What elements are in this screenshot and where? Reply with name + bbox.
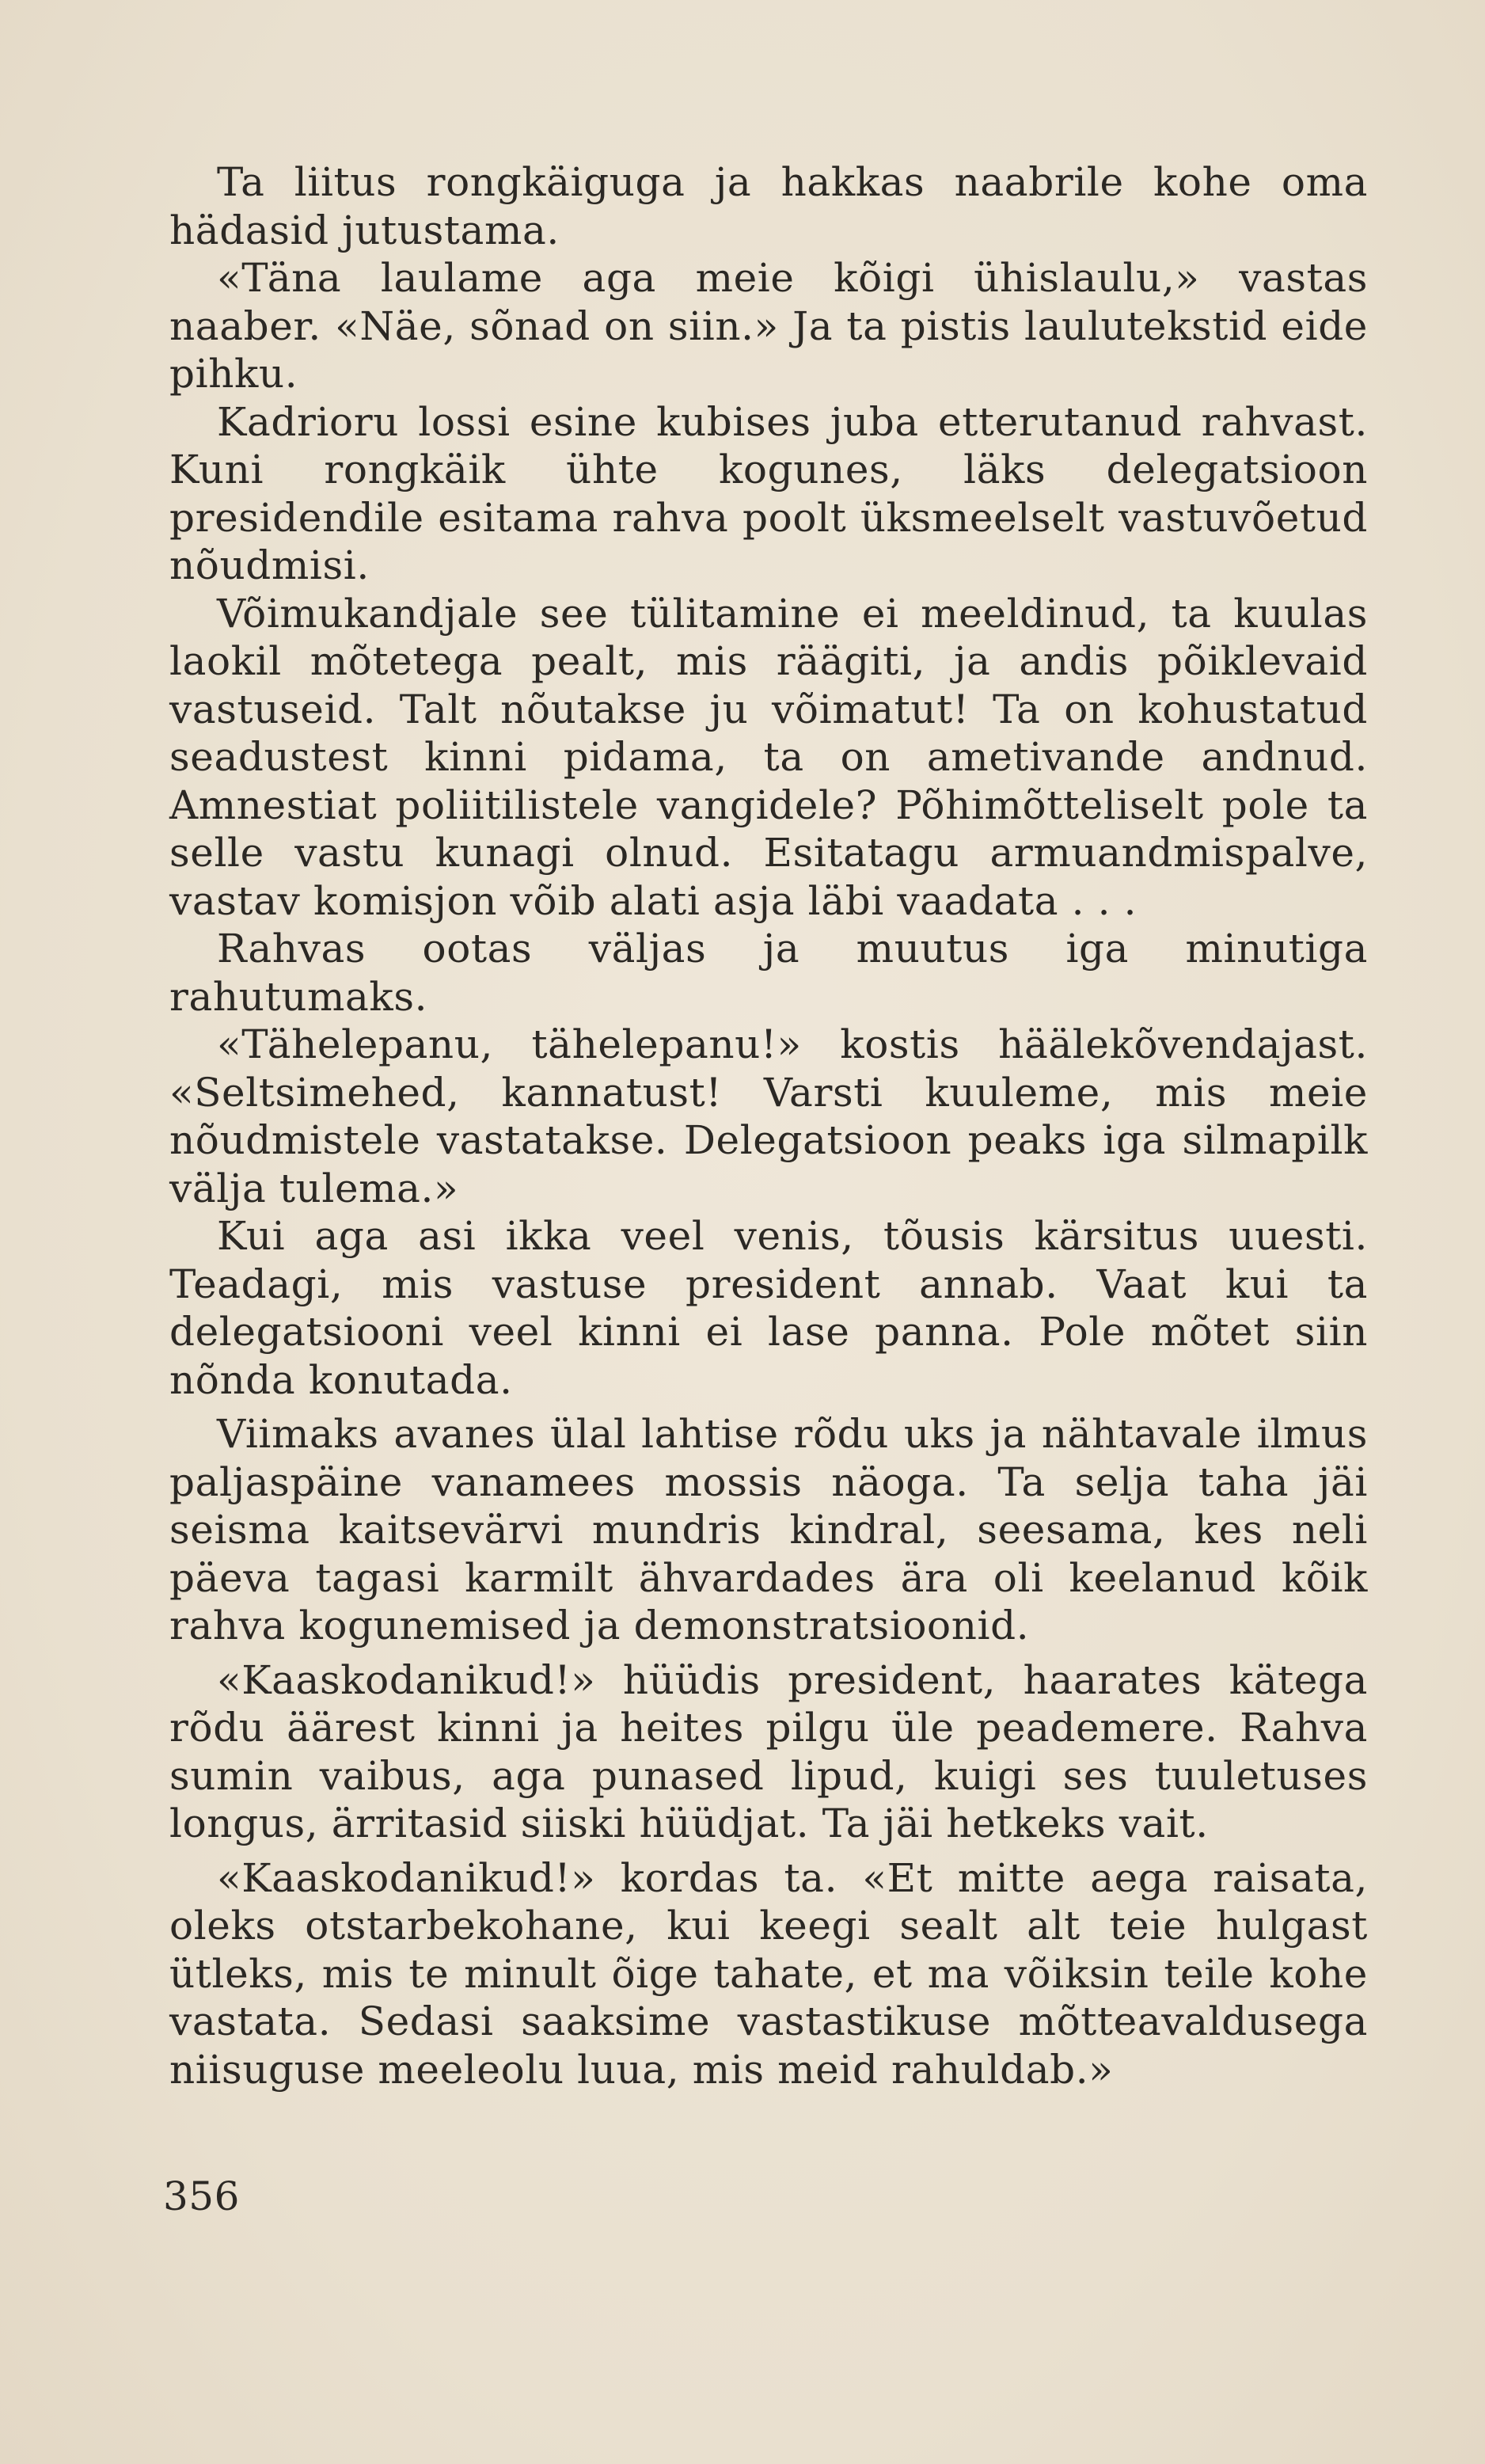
- body-text: [169, 158, 1368, 2093]
- paragraph-6: «Tähelepanu, tähelepanu!» kostis häälekõvendajast. «Seltsimehed, kannatust! Varsti kuuleme, mis meie nõudmistele vastatakse. Delegatsioon peaks iga silmapilk välja tulema.»: [169, 1021, 1368, 1211]
- page-number: 356: [163, 2173, 240, 2219]
- paragraph-10: «Kaaskodanikud!» kordas ta. «Et mitte aega raisata, oleks otstarbekohane, kui keegi sealt alt teie hulgast ütleks, mis te minult õige tahate, et ma võiksin teile kohe vastata. Sedasi saaksime vastastikuse mõtteavaldusega niisuguse meeleolu luua, mis meid rahuldab.»: [169, 1854, 1368, 2093]
- paragraph-7: Kui aga asi ikka veel venis, tõusis kärsitus uuesti. Teadagi, mis vastuse president annab. Vaat kui ta delegatsiooni veel kinni ei lase panna. Pole mõtet siin nõnda konutada.: [169, 1213, 1368, 1403]
- paragraph-1: Ta liitus rongkäiguga ja hakkas naabrile kohe oma hädasid jutustama.: [169, 159, 1368, 253]
- paragraph-5: Rahvas ootas väljas ja muutus iga minutiga rahutumaks.: [169, 926, 1368, 1020]
- paragraph-4: Võimukandjale see tülitamine ei meeldinud, ta kuulas laokil mõtetega pealt, mis räägiti, ja andis põiklevaid vastuseid. Talt nõutakse ju võimatut! Ta on kohustatud seadustest kinni pidama, ta on ametivande andnud. Amnestiat poliitilistele vangidele? Põhimõtteliselt pole ta selle vastu kunagi olnud. Esitatagu armuandmispalve, vastav komisjon võib alati asja läbi vaadata . . .: [169, 590, 1368, 924]
- paragraph-8: Viimaks avanes ülal lahtise rõdu uks ja nähtavale ilmus paljaspäine vanamees mossis näoga. Ta selja taha jäi seisma kaitsevärvi mundris kindral, seesama, kes neli päeva tagasi karmilt ähvardades ära oli keelanud kõik rahva kogunemised ja demonstratsioonid.: [169, 1411, 1368, 1648]
- paragraph-9: «Kaaskodanikud!» hüüdis president, haarates kätega rõdu äärest kinni ja heites pilgu üle peademere. Rahva sumin vaibus, aga punased lipud, kuigi ses tuuletuses longus, ärritasid siiski hüüdjat. Ta jäi hetkeks vait.: [169, 1656, 1368, 1846]
- paragraph-2: «Täna laulame aga meie kõigi ühislaulu,» vastas naaber. «Näe, sõnad on siin.» Ja ta pistis laulutekstid eide pihku.: [169, 255, 1368, 397]
- paragraph-3: Kadrioru lossi esine kubises juba etterutanud rahvast. Kuni rongkäik ühte kogunes, läks delegatsioon presidendile esitama rahva poolt üksmeelselt vastuvõetud nõudmisi.: [169, 398, 1368, 588]
